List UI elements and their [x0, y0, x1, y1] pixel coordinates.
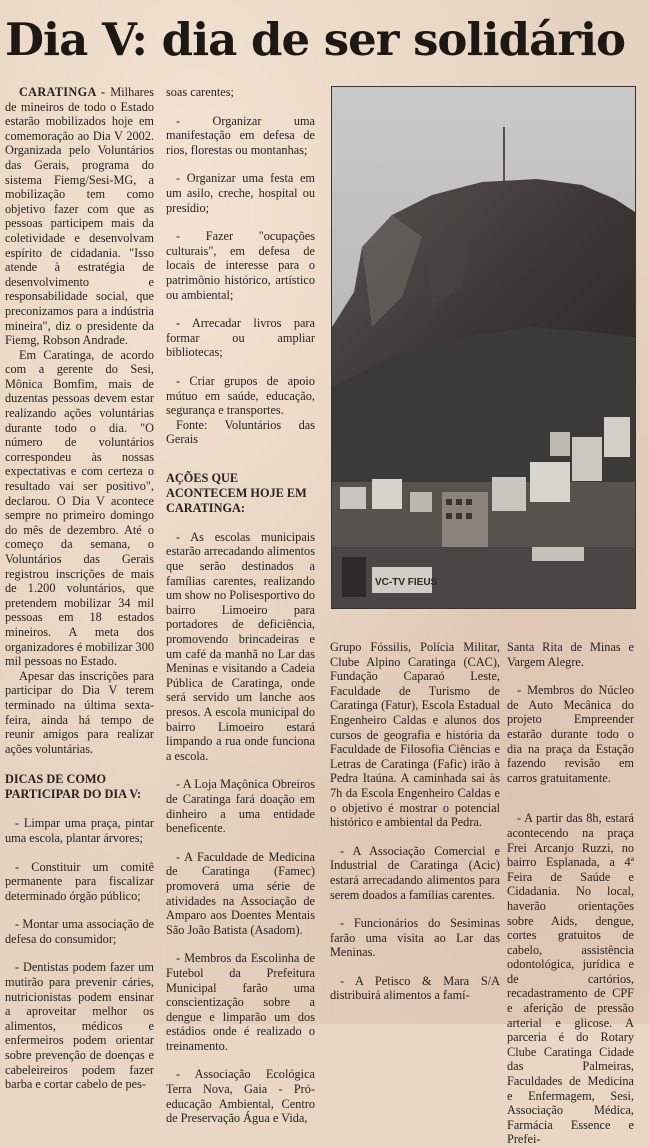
photo-pedra-itauna	[331, 86, 636, 609]
tip-item: - Constituir um comitê permanente para fiscalizar determinado órgão público;	[5, 859, 154, 903]
action-item: - Funcionários do Sesiminas farão uma visita ao Lar das Meninas.	[330, 916, 500, 960]
tip-item: - Organizar uma festa em um asilo, creche, hospital ou presídio;	[166, 171, 315, 215]
sign-text: VC-TV FIEUS	[375, 577, 438, 588]
tip-item: - Limpar uma praça, pintar uma escola, plantar árvores;	[5, 816, 154, 845]
paragraph-1: CARATINGA - Milhares de mineiros de todo o Estado estarão mobilizados hoje em comemoração ao Dia V 2002. Organizada pelo Voluntários das Gerais, programa do sistema Fiemg/Sesi-MG, a mobilização tem como objetivo fazer com que as pessoas participem mais da coletividade e desenvolvam espírito de cidadania. "Isso atende à estratégia de desenvolvimento e responsabilidade social, que preconizamos para a indústria mineira", diz o presidente da Fiemg, Robson Andrade.	[5, 85, 155, 348]
action-item: - A Loja Maçônica Obreiros de Caratinga fará doação em dinheiro a uma entidade beneficente.	[166, 777, 315, 836]
action-item: - A Faculdade de Medicina de Caratinga (Famec) promoverá uma série de atividades na Associação de Amparo aos Doentes Mentais São João Batista (Asadom).	[166, 849, 315, 937]
action-item: - Membros da Escolinha de Futebol da Prefeitura Municipal farão uma conscientização sobre a dengue e limparão um dos estádios onde é realizado o treinamento.	[166, 951, 315, 1053]
source-credit: Fonte: Voluntários das Gerais	[166, 417, 315, 447]
article-column-1	[5, 85, 154, 1092]
paragraph-2: Em Caratinga, de acordo com a gerente do Sesi, Mônica Bomfim, mais de duzentas pessoas devem estar realizando ações voluntárias durante todo o dia. "O número de voluntários correspondeu às nossas expectativas e com certeza o resultado vai ser positivo", declarou. O Dia V acontece sempre no primeiro domingo do mês de dezembro. Até o começo da semana, o Voluntários das Gerais registrou inscrições de mais de 1.200 voluntários, que pretendem mobilizar 34 mil pessoas em 18 estados mineiros. A meta dos organizadores é mobilizar 300 mil pessoas no Estado.	[5, 347, 154, 669]
action-item: - As escolas municipais estarão arrecadando alimentos que serão destinados a famílias carentes, realizando um show no Polisesportivo do bairro Limoeiro para portadores de deficiência, promovendo brincadeiras e um café da manhã no Lar das Meninas e visitando a Cadeia Pública de Caratinga, onde será servido um lanche aos presos. A escola municipal do bairro Limoeiro estará limpando a rua onde funciona a escola.	[166, 529, 315, 763]
action-item: - Associação Ecológica Terra Nova, Gaia - Pró-educação Ambiental, Centro de Preservação Água e Vida,	[166, 1067, 315, 1126]
tip-item: - Criar grupos de apoio mútuo em saúde, educação, segurança e transportes.	[166, 373, 315, 418]
section-heading-actions: AÇÕES QUE ACONTECEM HOJE EM CARATINGA:	[166, 470, 307, 515]
article-column-3	[330, 640, 500, 1003]
continued-text: Santa Rita de Minas e Vargem Alegre.	[507, 640, 634, 669]
continued-text: Grupo Fóssilis, Polícia Militar, Clube Alpino Caratinga (CAC), Fundação Caparaó Leste, Faculdade de Turismo de Caratinga (Fatur), Escola Estadual Engenheiro Caldas e alunos dos cursos de geografia e história da Faculdade de Filosofia Ciências e Letras de Caratinga (Fafic) irão à Pedra Itaúna. A caminhada sai às 7h da Escola Engenheiro Caldas e o objetivo é mostrar o potencial histórico e ambiental da Pedra.	[330, 640, 500, 830]
mountain-town-illustration	[332, 87, 635, 608]
action-item: - Membros do Núcleo de Auto Mecânica do projeto Empreender estarão durante todo o dia na praça da Estação fazendo revisão em carros gratuitamente.	[507, 683, 634, 785]
tip-item: - Dentistas podem fazer um mutirão para prevenir cáries, nutricionistas podem ensinar a aproveitar melhor os alimentos, médicos e enfermeiros podem orientar sobre prevenção de doenças e cabeleireiros podem fazer barba e cortar cabelo de pes-	[5, 960, 154, 1092]
action-item: - A Associação Comercial e Industrial de Caratinga (Acic) estará arrecadando alimentos para serem doados a famílias carentes.	[330, 843, 500, 902]
tip-item: - Fazer "ocupações culturais", em defesa de locais de interesse para o patrimônio histórico, artístico ou ambiental;	[166, 229, 315, 302]
tip-item: - Montar uma associação de defesa do consumidor;	[5, 917, 154, 946]
action-item: - A Petisco & Mara S/A distribuirá alimentos a famí-	[330, 973, 500, 1003]
tip-item: - Arrecadar livros para formar ou ampliar bibliotecas;	[166, 316, 315, 360]
article-column-4	[507, 640, 634, 1147]
headline: Dia V: dia de ser solidário	[5, 13, 626, 66]
paragraph-3: Apesar das inscrições para participar do Dia V terem terminado na última sexta-feira, ainda há tempo de reunir amigos para realizar ações voluntárias.	[5, 668, 154, 756]
action-item: - A partir das 8h, estará acontecendo na praça Frei Arcanjo Ruzzi, no bairro Esplanada, a 4ª Feira de Saúde e Cidadania. No local, haverão orientações sobre Aids, dengue, cortes gratuitos de cabelo, assistência odontológica, jurídica e de cartórios, recadastramento de CPF e aferição de pressão arterial e glicose. A parceria é do Rotary Clube Caratinga Cidade das Palmeiras, Faculdades de Medicina e Enfermagem, Sesi, Associação Médica, Farmácia Essence e Prefei-	[507, 811, 634, 1147]
dateline: CARATINGA -	[19, 85, 106, 99]
section-heading-tips: DICAS DE COMO PARTICIPAR DO DIA V:	[5, 772, 142, 802]
article-column-2	[166, 85, 315, 1126]
tip-item: - Organizar uma manifestação em defesa de rios, florestas ou montanhas;	[166, 113, 315, 157]
continued-text: soas carentes;	[166, 85, 234, 99]
